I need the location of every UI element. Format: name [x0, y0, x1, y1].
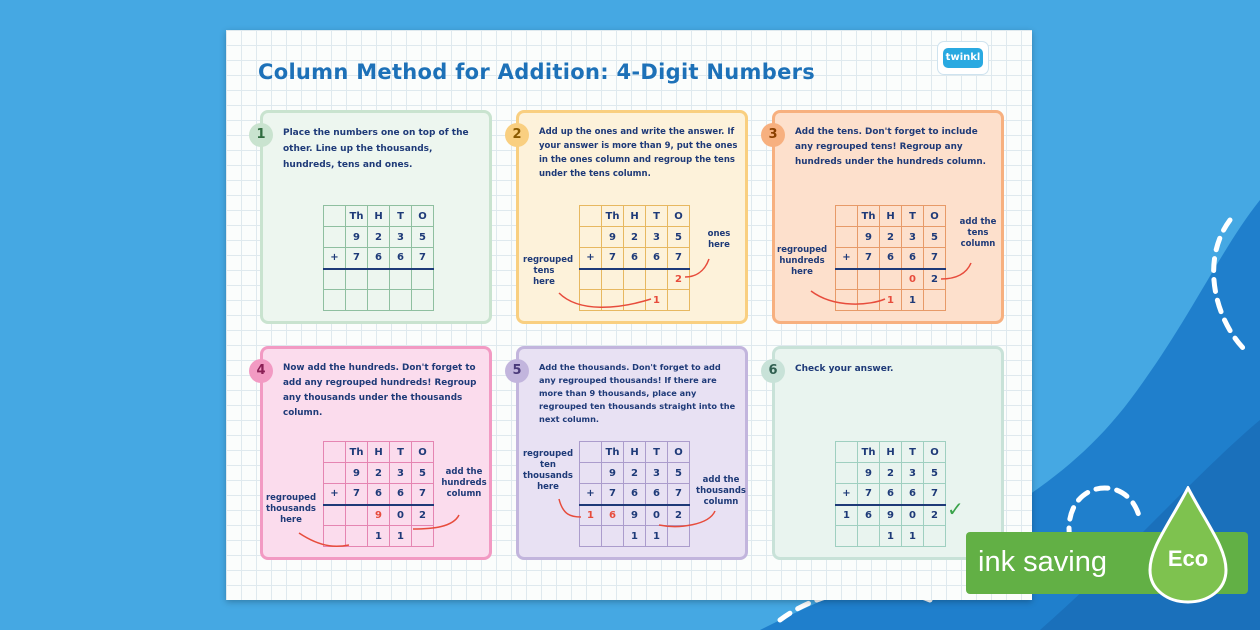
grid-cell: 7: [346, 484, 368, 505]
grid-cell: 6: [390, 484, 412, 505]
grid-cell: 6: [880, 484, 902, 505]
grid-cell: 6: [624, 248, 646, 269]
grid-cell: 2: [924, 505, 946, 526]
grid-cell: [324, 227, 346, 248]
eco-label: Eco: [1167, 546, 1209, 571]
grid-cell: +: [836, 484, 858, 505]
grid-cell: 3: [902, 463, 924, 484]
grid-cell: O: [668, 206, 690, 227]
grid-cell: 1: [836, 505, 858, 526]
grid-cell: 5: [412, 227, 434, 248]
grid-row: [324, 227, 434, 248]
grid-cell: 3: [646, 227, 668, 248]
grid-row: [324, 290, 434, 311]
grid-cell: 9: [346, 227, 368, 248]
grid-cell: 2: [668, 269, 690, 290]
step-number: 2: [505, 123, 529, 147]
grid-cell: 5: [668, 463, 690, 484]
grid-cell: [836, 463, 858, 484]
grid-cell: Th: [602, 206, 624, 227]
grid-cell: 7: [412, 484, 434, 505]
grid-cell: [580, 526, 602, 547]
grid-cell: [858, 526, 880, 547]
grid-row: [836, 442, 946, 463]
grid-cell: 3: [902, 227, 924, 248]
grid-cell: 6: [602, 505, 624, 526]
grid-cell: 7: [858, 484, 880, 505]
column-grid: [579, 205, 690, 311]
grid-row: [580, 526, 690, 547]
grid-cell: 2: [624, 463, 646, 484]
grid-cell: O: [412, 442, 434, 463]
grid-cell: [668, 290, 690, 311]
grid-cell: [412, 526, 434, 547]
grid-cell: +: [580, 484, 602, 505]
grid-cell: +: [324, 484, 346, 505]
grid-cell: [412, 290, 434, 311]
grid-cell: H: [624, 206, 646, 227]
step-instruction: Add up the ones and write the answer. If your answer is more than 9, put the ones in the ones column and regroup the tens under the tens column.: [539, 127, 738, 179]
grid-cell: [602, 269, 624, 290]
grid-cell: [324, 526, 346, 547]
grid-cell: 2: [368, 463, 390, 484]
grid-cell: 7: [924, 484, 946, 505]
grid-cell: 1: [902, 290, 924, 311]
note-regrouped-thousands: regrouped thousands here: [265, 493, 317, 525]
grid-cell: 7: [412, 248, 434, 269]
page-title: Column Method for Addition: 4-Digit Numbers: [258, 60, 816, 84]
grid-cell: 2: [668, 505, 690, 526]
grid-cell: [836, 526, 858, 547]
grid-cell: [390, 290, 412, 311]
note-ones-here: ones here: [707, 229, 731, 250]
grid-cell: [580, 442, 602, 463]
grid-row: [580, 206, 690, 227]
grid-cell: 9: [624, 505, 646, 526]
grid-cell: [580, 463, 602, 484]
grid-row: [836, 526, 946, 547]
grid-cell: [324, 290, 346, 311]
grid-cell: O: [924, 442, 946, 463]
grid-cell: 7: [602, 484, 624, 505]
grid-row: [580, 269, 690, 290]
grid-row: [324, 463, 434, 484]
grid-cell: 1: [390, 526, 412, 547]
step-instruction: Check your answer.: [795, 364, 894, 374]
grid-cell: 9: [602, 227, 624, 248]
step-instruction: Now add the hundreds. Don't forget to add any regrouped hundreds! Regroup any thousands under the thousands column.: [283, 363, 477, 418]
grid-cell: +: [836, 248, 858, 269]
grid-cell: [390, 269, 412, 290]
step-5-panel: [512, 346, 748, 560]
grid-cell: [580, 269, 602, 290]
grid-cell: 7: [602, 248, 624, 269]
grid-cell: 6: [368, 248, 390, 269]
grid-cell: 0: [902, 505, 924, 526]
grid-cell: 7: [346, 248, 368, 269]
grid-cell: H: [880, 442, 902, 463]
grid-cell: 9: [602, 463, 624, 484]
note-regrouped-hundreds: regrouped hundreds here: [777, 245, 828, 277]
grid-cell: 6: [646, 484, 668, 505]
step-number: 3: [761, 123, 785, 147]
grid-cell: [880, 269, 902, 290]
grid-row: [836, 463, 946, 484]
grid-cell: T: [902, 442, 924, 463]
grid-cell: 1: [624, 526, 646, 547]
grid-cell: [368, 269, 390, 290]
grid-cell: O: [924, 206, 946, 227]
badge-text: ink saving: [978, 546, 1107, 578]
step-number: 4: [249, 359, 273, 383]
grid-cell: 1: [580, 505, 602, 526]
grid-row: [836, 505, 946, 526]
grid-cell: [346, 269, 368, 290]
header-th: Th: [346, 206, 368, 227]
grid-cell: 2: [624, 227, 646, 248]
grid-cell: 3: [390, 463, 412, 484]
grid-cell: [346, 526, 368, 547]
grid-row: [324, 206, 434, 227]
grid-row: [580, 290, 690, 311]
grid-cell: 9: [880, 505, 902, 526]
grid-cell: [324, 206, 346, 227]
grid-cell: 9: [346, 463, 368, 484]
grid-cell: [324, 505, 346, 526]
grid-cell: T: [902, 206, 924, 227]
grid-cell: 2: [368, 227, 390, 248]
grid-cell: [580, 206, 602, 227]
grid-cell: Th: [858, 442, 880, 463]
step-instruction: Place the numbers one on top of the other. Line up the thousands, hundreds, tens and ones.: [283, 128, 469, 170]
grid-cell: [858, 290, 880, 311]
note-add-hundreds: add the hundreds column: [441, 467, 487, 499]
grid-cell: O: [668, 442, 690, 463]
grid-cell: 5: [412, 463, 434, 484]
grid-cell: T: [646, 442, 668, 463]
step-4-panel: [256, 346, 492, 560]
grid-cell: 1: [646, 526, 668, 547]
note-regrouped-tens: regrouped tens here: [523, 255, 574, 287]
grid-cell: 0: [646, 505, 668, 526]
grid-cell: [836, 290, 858, 311]
step-instruction: Add the thousands. Don't forget to add any regrouped thousands! If there are more than 9 thousands, place any regrouped ten thousands straight into the next column.: [539, 362, 736, 424]
grid-row: [324, 269, 434, 290]
grid-cell: 9: [368, 505, 390, 526]
step-number: 6: [761, 359, 785, 383]
grid-cell: 9: [858, 463, 880, 484]
step-number: 5: [505, 359, 529, 383]
grid-cell: [602, 290, 624, 311]
grid-cell: [624, 290, 646, 311]
grid-cell: 2: [880, 463, 902, 484]
grid-cell: 1: [880, 526, 902, 547]
grid-row: [580, 227, 690, 248]
grid-cell: 3: [390, 227, 412, 248]
grid-row: [324, 442, 434, 463]
grid-cell: 0: [390, 505, 412, 526]
check-tick-icon: ✓: [947, 497, 964, 521]
note-regrouped-ten-thousands: regrouped ten thousands here: [522, 449, 574, 492]
grid-cell: Th: [346, 442, 368, 463]
grid-cell: H: [624, 442, 646, 463]
grid-cell: 6: [902, 484, 924, 505]
grid-row: [836, 290, 946, 311]
grid-cell: 6: [858, 505, 880, 526]
note-add-thousands: add the thousands column: [696, 475, 746, 507]
step-instruction: Add the tens. Don't forget to include any regrouped tens! Regroup any hundreds under the hundreds column.: [795, 127, 986, 167]
logo-text: twinkl: [943, 48, 983, 68]
grid-cell: H: [880, 206, 902, 227]
grid-row: [324, 484, 434, 505]
grid-cell: 3: [646, 463, 668, 484]
note-add-tens: add the tens column: [959, 217, 997, 249]
grid-cell: [668, 526, 690, 547]
grid-cell: [368, 290, 390, 311]
grid-cell: 0: [902, 269, 924, 290]
grid-cell: [412, 269, 434, 290]
column-grid: [835, 205, 946, 311]
grid-cell: [602, 526, 624, 547]
step-1-panel: [256, 110, 492, 324]
eco-drop-icon: [1148, 486, 1228, 604]
grid-cell: [836, 206, 858, 227]
twinkl-logo: [938, 42, 988, 74]
grid-row: [580, 248, 690, 269]
grid-row: [580, 505, 690, 526]
grid-cell: 9: [858, 227, 880, 248]
worksheet: [226, 30, 1032, 600]
grid-cell: [580, 227, 602, 248]
grid-row: [836, 484, 946, 505]
grid-cell: [646, 269, 668, 290]
grid-cell: [858, 269, 880, 290]
grid-cell: [836, 269, 858, 290]
grid-row: [324, 248, 434, 269]
header-t: T: [390, 206, 412, 227]
grid-cell: [836, 442, 858, 463]
grid-cell: Th: [858, 206, 880, 227]
grid-row: [836, 248, 946, 269]
column-grid: [835, 441, 946, 547]
grid-cell: 1: [902, 526, 924, 547]
grid-cell: [346, 505, 368, 526]
grid-cell: [624, 269, 646, 290]
grid-cell: 7: [668, 248, 690, 269]
grid-cell: 7: [858, 248, 880, 269]
grid-cell: 1: [646, 290, 668, 311]
grid-row: [836, 227, 946, 248]
header-h: H: [368, 206, 390, 227]
grid-cell: T: [390, 442, 412, 463]
grid-cell: 6: [880, 248, 902, 269]
column-grid: [579, 441, 690, 547]
grid-cell: 5: [924, 227, 946, 248]
grid-row: [580, 484, 690, 505]
grid-cell: [324, 463, 346, 484]
step-3-panel: [768, 110, 1004, 324]
grid-cell: 5: [668, 227, 690, 248]
grid-cell: 7: [668, 484, 690, 505]
grid-cell: 7: [924, 248, 946, 269]
grid-cell: 6: [624, 484, 646, 505]
grid-cell: [324, 269, 346, 290]
grid-cell: +: [580, 248, 602, 269]
grid-row: [580, 463, 690, 484]
grid-row: [580, 442, 690, 463]
grid-row: [324, 526, 434, 547]
grid-cell: 1: [368, 526, 390, 547]
grid-cell: 2: [880, 227, 902, 248]
grid-cell: 2: [924, 269, 946, 290]
step-6-panel: [768, 346, 1004, 560]
grid-cell: [836, 227, 858, 248]
grid-cell: 5: [924, 463, 946, 484]
grid-cell: [324, 442, 346, 463]
grid-row: [324, 505, 434, 526]
grid-cell: [580, 290, 602, 311]
grid-cell: 6: [646, 248, 668, 269]
grid-cell: [924, 290, 946, 311]
grid-cell: Th: [602, 442, 624, 463]
grid-cell: [346, 290, 368, 311]
grid-cell: H: [368, 442, 390, 463]
column-grid: [323, 441, 434, 547]
grid-cell: 6: [368, 484, 390, 505]
grid-cell: 6: [390, 248, 412, 269]
grid-cell: +: [324, 248, 346, 269]
grid-cell: 2: [412, 505, 434, 526]
grid-cell: T: [646, 206, 668, 227]
grid-row: [836, 269, 946, 290]
grid-cell: 1: [880, 290, 902, 311]
grid-row: [836, 206, 946, 227]
step-number: 1: [249, 123, 273, 147]
column-grid: [323, 205, 434, 311]
grid-cell: [924, 526, 946, 547]
grid-cell: 6: [902, 248, 924, 269]
header-o: O: [412, 206, 434, 227]
step-2-panel: [512, 110, 748, 324]
